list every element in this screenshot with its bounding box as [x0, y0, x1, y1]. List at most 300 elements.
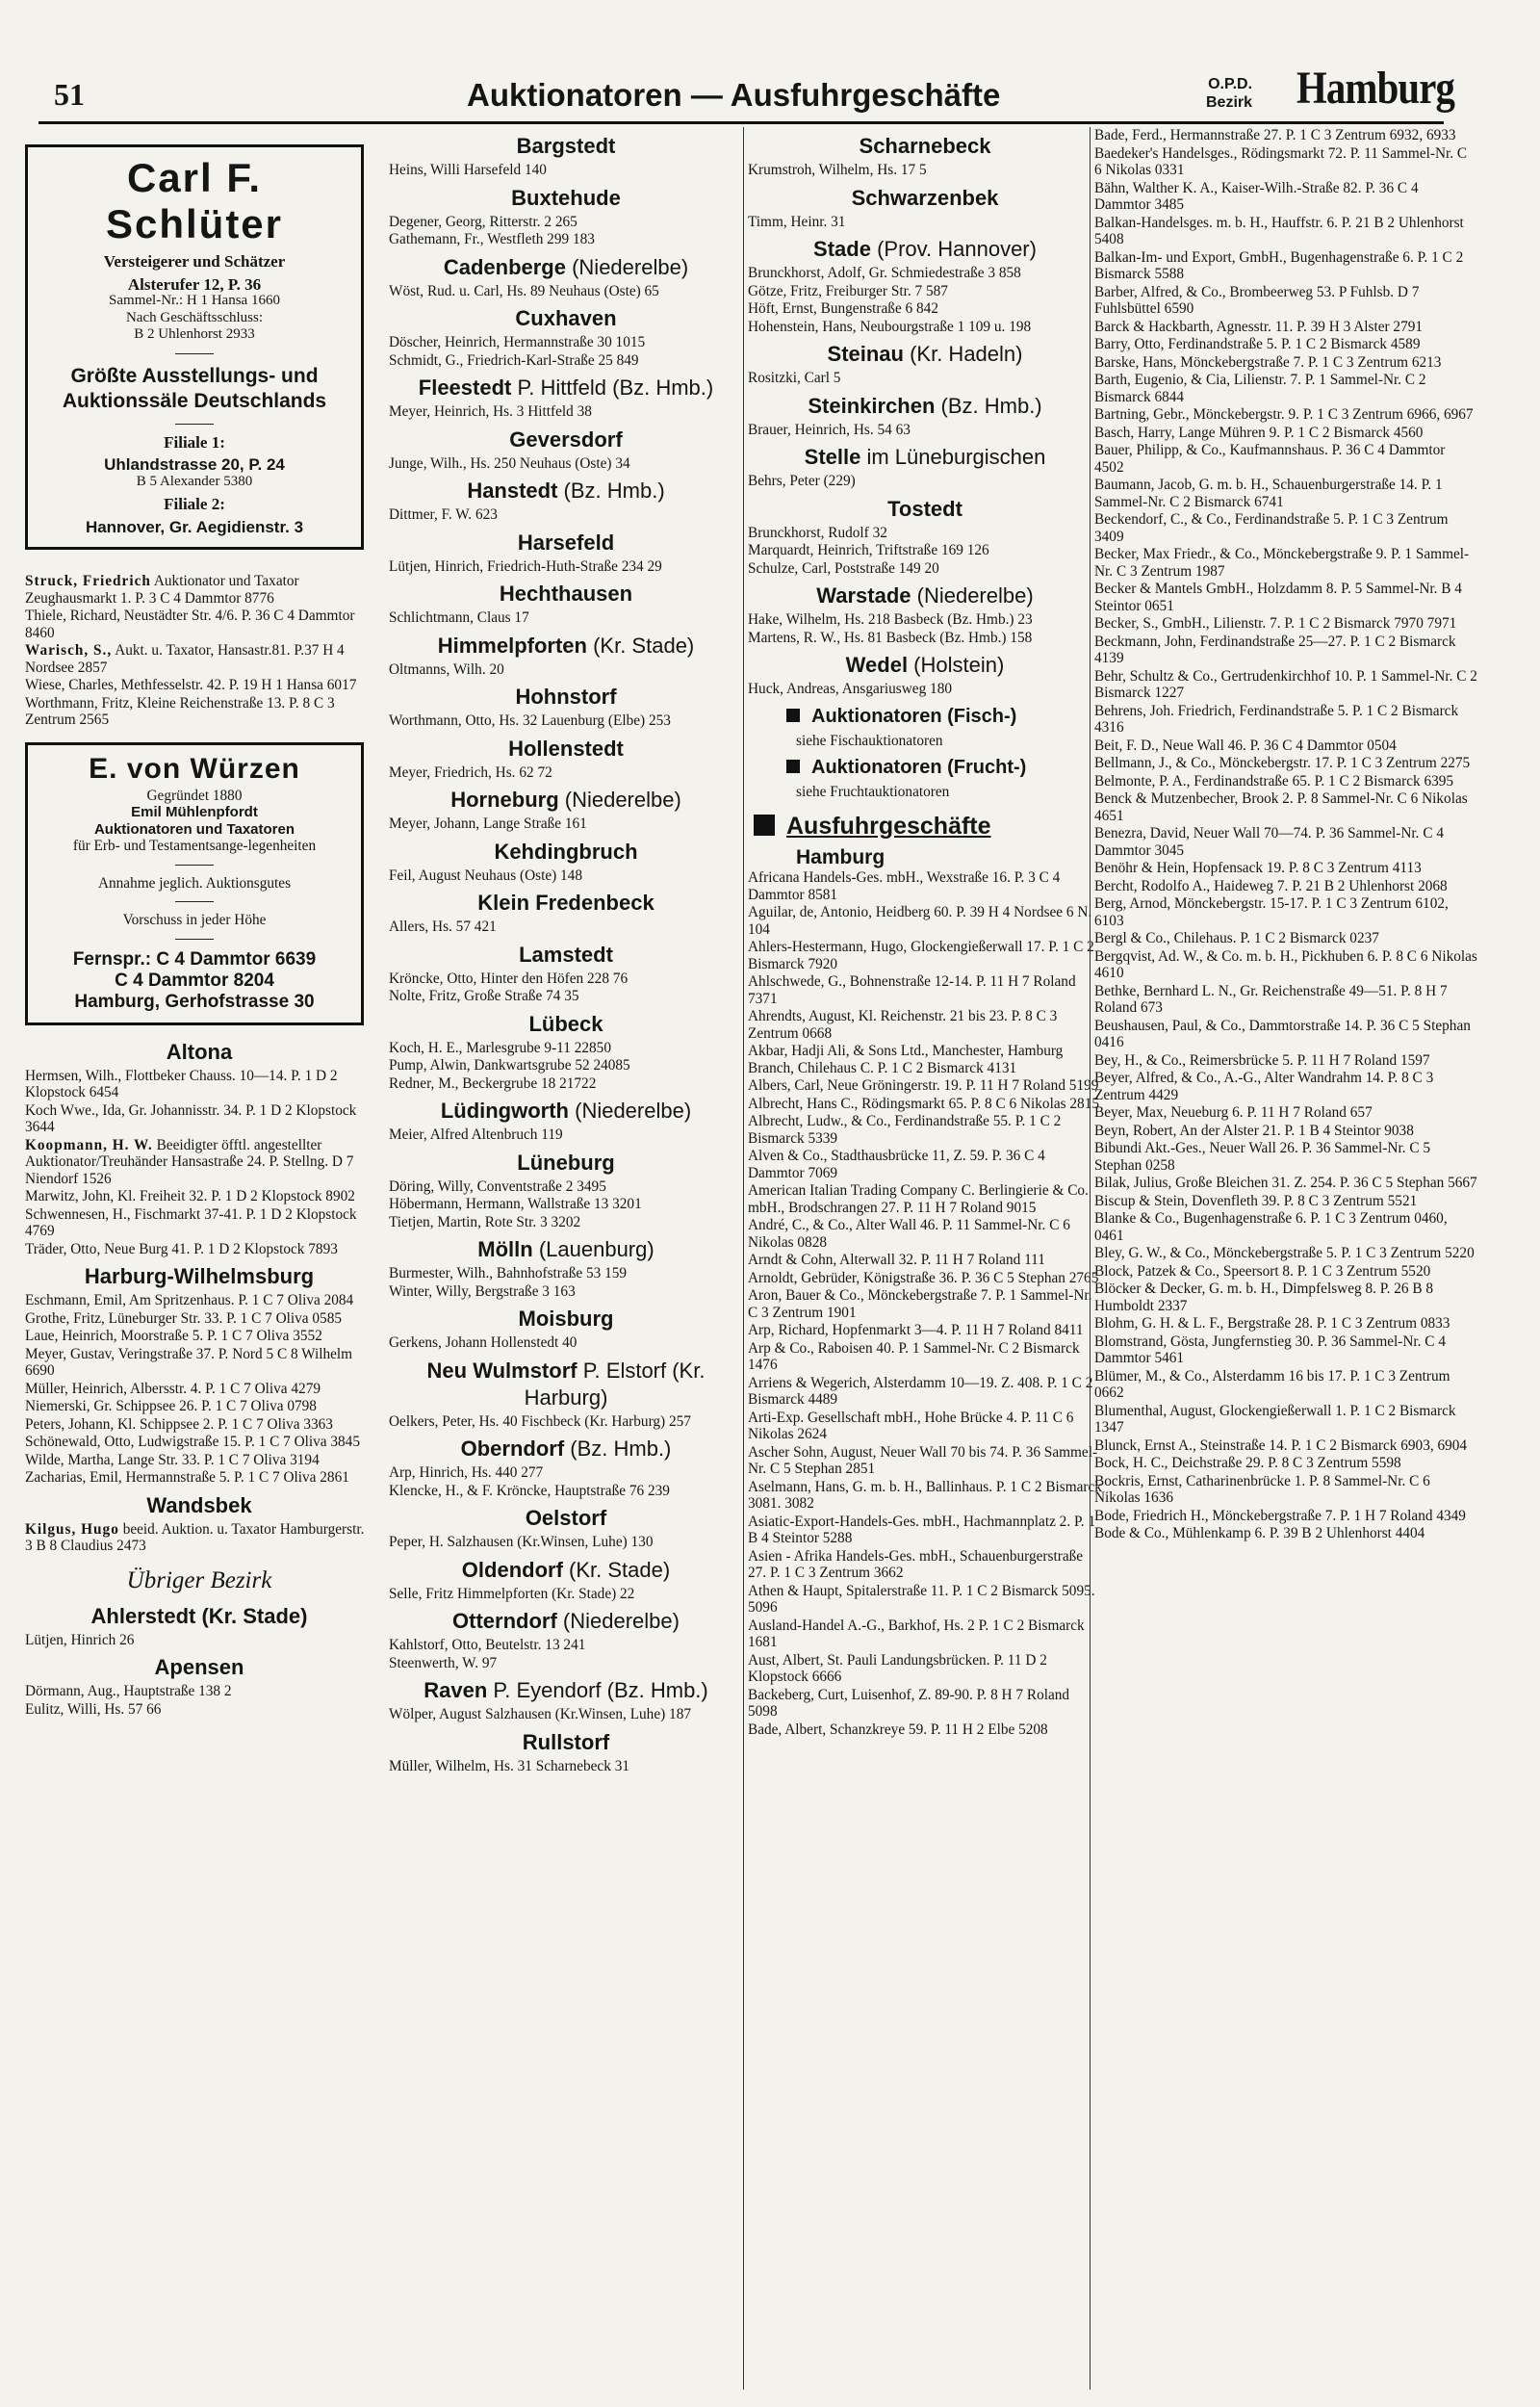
directory-entry — [25, 1632, 373, 1649]
directory-entry — [389, 1655, 743, 1672]
ad-divider — [175, 865, 214, 866]
entry-text: Blümer, M., & Co., Alsterdamm 16 bis 17. P. 1 C 3 Zentrum 0662 — [1094, 1367, 1450, 1401]
entry-text: Asien - Afrika Handels-Ges. mbH., Schauenburgerstraße 27. P. 1 C 3 Zentrum 3662 — [748, 1547, 1084, 1581]
directory-entry — [748, 473, 1102, 490]
entry-text: Müller, Wilhelm, Hs. 31 Scharnebeck 31 — [389, 1757, 629, 1774]
directory-entry — [1094, 546, 1477, 580]
place-name: Cadenberge — [443, 254, 566, 279]
ad-branch-2-label: Filiale 2: — [164, 495, 225, 513]
place-heading — [389, 1729, 743, 1756]
city-subheading: Hamburg — [796, 845, 886, 868]
directory-entry — [748, 1008, 1102, 1042]
entry-text: Blohm, G. H. & L. F., Bergstraße 28. P. 1 C 3 Zentrum 0833 — [1094, 1315, 1450, 1332]
place-heading — [389, 1358, 743, 1411]
directory-entry — [25, 1381, 373, 1398]
directory-entry — [389, 1283, 743, 1301]
place-name: Lübeck — [528, 1011, 603, 1036]
entry-text: Blanke & Co., Bugenhagenstraße 6. P. 1 C 3 Zentrum 0460, 0461 — [1094, 1210, 1448, 1244]
entry-text: Akbar, Hadji Ali, & Sons Ltd., Manchester, Hamburg Branch, Chilehaus C. P. 1 C 2 Bismarck 4131 — [748, 1043, 1064, 1076]
directory-entry — [389, 1178, 743, 1196]
place-name: Harburg-Wilhelmsburg — [84, 1264, 315, 1288]
ad-profession: Versteigerer und Schätzer — [103, 252, 286, 271]
directory-entry — [748, 973, 1102, 1007]
entry-text: Becker, S., GmbH., Lilienstr. 7. P. 1 C 2 Bismarck 7970 7971 — [1094, 615, 1457, 632]
directory-entry — [1094, 319, 1477, 336]
entry-text: beeid. Auktion. u. Taxator Hamburgerstr. 3 B 8 Claudius 2473 — [25, 1520, 365, 1554]
place-name: Hanstedt — [467, 479, 558, 503]
cross-reference-note: siehe Fruchtauktionatoren — [796, 784, 950, 800]
directory-entry — [1094, 983, 1477, 1017]
entry-text: Albrecht, Hans C., Rödingsmarkt 65. P. 8 C 6 Nikolas 2815 — [748, 1095, 1099, 1112]
directory-entry — [389, 1334, 743, 1352]
directory-entry — [748, 904, 1102, 938]
directory-entry — [25, 1346, 373, 1380]
entry-text: Blumenthal, August, Glockengießerwall 1. P. 1 C 2 Bismarck 1347 — [1094, 1402, 1456, 1436]
directory-entry — [1094, 1403, 1477, 1436]
listing-hamburg-tail — [25, 573, 373, 729]
directory-entry — [1094, 1508, 1477, 1525]
directory-entry — [748, 300, 1102, 318]
entry-text: Degener, Georg, Ritterstr. 2 265 — [389, 213, 578, 230]
entry-text: Beushausen, Paul, & Co., Dammtorstraße 14. P. 36 C 5 Stephan 0416 — [1094, 1017, 1471, 1050]
directory-entry — [1094, 1175, 1477, 1192]
entry-text: Eulitz, Willi, Hs. 57 66 — [25, 1700, 162, 1718]
directory-entry — [389, 971, 743, 988]
entry-text: Ahrendts, August, Kl. Reichenstr. 21 bis 23. P. 8 C 3 Zentrum 0668 — [748, 1008, 1058, 1042]
place-name: Steinkirchen — [808, 393, 936, 418]
entry-text: Kahlstorf, Otto, Beutelstr. 13 241 — [389, 1637, 586, 1653]
entry-text: Basch, Harry, Lange Mühren 9. P. 1 C 2 Bismarck 4560 — [1094, 424, 1424, 441]
directory-entry — [389, 403, 743, 421]
directory-entry — [1094, 581, 1477, 614]
ad-branch-1-address: Uhlandstrasse 20, P. 24 — [104, 455, 285, 474]
entry-text: Hohenstein, Hans, Neubourgstraße 1 109 u. 198 — [748, 318, 1032, 335]
place-name: Lüneburg — [517, 1150, 615, 1175]
entry-text: Hake, Wilhelm, Hs. 218 Basbeck (Bz. Hmb.) 23 — [748, 611, 1033, 628]
entry-text: Ausland-Handel A.-G., Barkhof, Hs. 2 P. 1 C 2 Bismarck 1681 — [748, 1617, 1085, 1650]
entry-text: Becker, Max Friedr., & Co., Mönckebergstraße 9. P. 1 Sammel-Nr. C 3 Zentrum 1987 — [1094, 546, 1470, 580]
directory-entry — [25, 1452, 373, 1469]
entry-text: Belmonte, P. A., Ferdinandstraße 65. P. 1 C 2 Bismarck 6395 — [1094, 772, 1454, 789]
ad-name: E. von Würzen — [89, 752, 300, 785]
directory-entry — [389, 712, 743, 730]
entry-text: Barry, Otto, Ferdinandstraße 5. P. 1 C 2 Bismarck 4589 — [1094, 336, 1421, 352]
entry-text: Worthmann, Otto, Hs. 32 Lauenburg (Elbe) 253 — [389, 712, 671, 729]
entry-text: Bibundi Akt.-Ges., Neuer Wall 26. P. 36 Sammel-Nr. C 5 Stephan 0258 — [1094, 1140, 1431, 1174]
directory-entry — [748, 560, 1102, 578]
place-heading — [25, 1603, 373, 1630]
ad-branch-1-label: Filiale 1: — [164, 432, 225, 452]
entry-text: Arp & Co., Raboisen 40. P. 1 Sammel-Nr. C 2 Bismarck 1476 — [748, 1339, 1080, 1373]
directory-entry — [748, 542, 1102, 559]
entry-text: Junge, Wilh., Hs. 250 Neuhaus (Oste) 34 — [389, 454, 630, 472]
directory-entry — [1094, 895, 1477, 929]
place-qualifier: (Lauenburg) — [532, 1237, 654, 1261]
place-heading — [389, 1557, 743, 1584]
entry-text: Bley, G. W., & Co., Mönckebergstraße 5. P. 1 C 3 Zentrum 5220 — [1094, 1245, 1475, 1261]
entry-text: Arnoldt, Gebrüder, Königstraße 36. P. 36 C 5 Stephan 2765 — [748, 1269, 1099, 1286]
directory-entry — [389, 455, 743, 473]
column-3 — [743, 127, 1102, 2390]
entry-text: Bockris, Ernst, Catharinenbrücke 1. P. 8 Sammel-Nr. C 6 Nikolas 1636 — [1094, 1472, 1430, 1506]
place-heading — [25, 1039, 373, 1066]
directory-entry — [389, 506, 743, 524]
place-name: Himmelpforten — [437, 633, 587, 658]
entry-text: Schlichtmann, Claus 17 — [389, 609, 529, 626]
directory-entry — [1094, 1210, 1477, 1244]
entry-text: Bock, H. C., Deichstraße 29. P. 8 C 3 Zentrum 5598 — [1094, 1455, 1401, 1471]
entry-text: Oltmanns, Wilh. 20 — [389, 660, 504, 678]
directory-entry — [748, 869, 1102, 903]
place-heading — [748, 341, 1102, 368]
place-heading — [389, 1505, 743, 1532]
directory-entry — [1094, 634, 1477, 667]
entry-text: Feil, August Neuhaus (Oste) 148 — [389, 867, 582, 884]
place-heading — [389, 1098, 743, 1125]
advertisement-wuerzen — [25, 742, 364, 1025]
directory-entry — [25, 573, 373, 607]
entry-text: Bähn, Walther K. A., Kaiser-Wilh.-Straße 82. P. 36 C 4 Dammtor 3485 — [1094, 179, 1419, 213]
entry-text: Müller, Heinrich, Albersstr. 4. P. 1 C 7 Oliva 4279 — [25, 1380, 321, 1397]
entry-text: Selle, Fritz Himmelpforten (Kr. Stade) 22 — [389, 1585, 635, 1602]
place-heading — [389, 787, 743, 814]
directory-entry — [389, 162, 743, 179]
entry-text: Baedeker's Handelsges., Rödingsmarkt 72. P. 11 Sammel-Nr. C 6 Nikolas 0331 — [1094, 144, 1468, 178]
page-number: 51 — [54, 77, 85, 112]
entry-text: Lütjen, Hinrich, Friedrich-Huth-Straße 234 29 — [389, 557, 662, 575]
entry-text: Schönewald, Otto, Ludwigstraße 15. P. 1 C 7 Oliva 3845 — [25, 1434, 360, 1450]
entry-text: Bergqvist, Ad. W., & Co. m. b. H., Pickhuben 6. P. 8 C 6 Nikolas 4610 — [1094, 947, 1477, 981]
place-heading — [748, 652, 1102, 679]
place-name: Tostedt — [887, 496, 962, 521]
place-name: Buxtehude — [511, 185, 621, 210]
place-heading — [389, 1150, 743, 1177]
place-name: Stade — [813, 237, 871, 261]
entry-text: Bartning, Gebr., Mönckebergstr. 9. P. 1 C 3 Zentrum 6966, 6967 — [1094, 406, 1474, 423]
entry-text: Ascher Sohn, August, Neuer Wall 70 bis 74. P. 36 Sammel-Nr. C 5 Stephan 2851 — [748, 1443, 1098, 1477]
column-4 — [1090, 127, 1477, 2390]
directory-entry — [1094, 1193, 1477, 1210]
entry-text: Ahlschwede, G., Bohnenstraße 12-14. P. 11 H 7 Roland 7371 — [748, 973, 1076, 1007]
place-name: Hechthausen — [499, 582, 633, 606]
directory-entry — [25, 1068, 373, 1101]
entry-text: Beit, F. D., Neue Wall 46. P. 36 C 4 Dammtor 0504 — [1094, 737, 1397, 754]
entry-text: Hermsen, Wilh., Flottbeker Chauss. 10—14. P. 1 D 2 Klopstock 6454 — [25, 1067, 338, 1100]
directory-entry — [748, 422, 1102, 439]
entry-text: Backeberg, Curt, Luisenhof, Z. 89-90. P. 8 H 7 Roland 5098 — [748, 1686, 1070, 1720]
entry-text: Barber, Alfred, & Co., Brombeerweg 53. P Fuhlsb. D 7 Fuhlsbüttel 6590 — [1094, 283, 1420, 317]
entry-text: Brauer, Heinrich, Hs. 54 63 — [748, 421, 911, 438]
cross-reference-title: Auktionatoren (Frucht-) — [811, 757, 1027, 778]
entry-text: Zacharias, Emil, Hermannstraße 5. P. 1 C 7 Oliva 2861 — [25, 1469, 349, 1486]
place-heading — [389, 684, 743, 711]
directory-entry — [1094, 336, 1477, 353]
column-1 — [25, 127, 373, 2390]
place-heading — [389, 1236, 743, 1263]
district-line-2: Bezirk — [1206, 94, 1253, 111]
entry-text: Beckmann, John, Ferdinandstraße 25—27. P. 1 C 2 Bismarck 4139 — [1094, 633, 1456, 666]
listing-column-1 — [25, 1039, 373, 1719]
ad-advance: Vorschuss in jeder Höhe — [122, 912, 267, 928]
place-name: Cuxhaven — [515, 306, 617, 330]
entry-text: Wöst, Rud. u. Carl, Hs. 89 Neuhaus (Oste) 65 — [389, 282, 659, 299]
directory-entry — [748, 1479, 1102, 1513]
entry-text: Benezra, David, Neuer Wall 70—74. P. 36 Sammel-Nr. C 4 Dammtor 3045 — [1094, 825, 1444, 859]
entry-text: Pump, Alwin, Dankwartsgrube 52 24085 — [389, 1057, 630, 1074]
entry-text: Bergl & Co., Chilehaus. P. 1 C 2 Bismarck 0237 — [1094, 930, 1379, 946]
place-name: Klein Fredenbeck — [477, 891, 654, 915]
directory-entry — [25, 608, 373, 641]
ad-after-hours-label: Nach Geschäftsschluss: — [125, 309, 264, 325]
directory-entry — [748, 1182, 1102, 1216]
ad-divider — [175, 424, 214, 425]
entry-text: Koch, H. E., Marlesgrube 9-11 22850 — [389, 1039, 611, 1056]
directory-entry — [389, 1464, 743, 1482]
directory-entry — [389, 1586, 743, 1603]
entry-text: Blomstrand, Gösta, Jungfernstieg 30. P. 36 Sammel-Nr. C 4 Dammtor 5461 — [1094, 1333, 1446, 1366]
place-qualifier: (Niederelbe) — [569, 1099, 692, 1123]
entry-text: Redner, M., Beckergrube 18 21722 — [389, 1074, 597, 1092]
entry-text: Martens, R. W., Hs. 81 Basbeck (Bz. Hmb.) 158 — [748, 629, 1033, 646]
directory-entry — [25, 1188, 373, 1205]
directory-entry — [748, 525, 1102, 542]
ad-divider — [175, 353, 214, 354]
place-heading — [25, 1492, 373, 1519]
entry-text: Arp, Hinrich, Hs. 440 277 — [389, 1464, 544, 1481]
place-heading — [389, 1677, 743, 1704]
directory-entry — [1094, 442, 1477, 476]
entry-text: Allers, Hs. 57 421 — [389, 919, 497, 935]
place-heading — [389, 530, 743, 556]
place-heading — [389, 1608, 743, 1635]
ad-phone-1: Fernspr.: C 4 Dammtor 6639 — [72, 948, 317, 970]
directory-entry — [1094, 215, 1477, 248]
directory-entry — [1094, 249, 1477, 283]
directory-entry — [1094, 668, 1477, 702]
entry-text: Balkan-Handelsges. m. b. H., Hauffstr. 6. P. 21 B 2 Uhlenhorst 5408 — [1094, 214, 1464, 247]
directory-entry — [1094, 1473, 1477, 1507]
place-heading — [389, 305, 743, 332]
directory-entry — [1094, 1104, 1477, 1122]
place-heading — [25, 1263, 373, 1290]
cross-reference-title: Auktionatoren (Fisch-) — [811, 705, 1017, 727]
advertisement-schlueter — [25, 144, 364, 550]
ad-branch-2-address: Hannover, Gr. Aegidienstr. 3 — [85, 517, 304, 536]
place-name: Apensen — [154, 1655, 244, 1679]
directory-entry — [389, 1040, 743, 1057]
directory-entry — [389, 609, 743, 627]
place-name: Stelle — [804, 445, 861, 469]
place-heading — [389, 1011, 743, 1038]
place-qualifier: (Niederelbe) — [556, 1609, 680, 1633]
directory-entry — [389, 815, 743, 833]
directory-entry — [748, 1410, 1102, 1443]
entry-text: Höft, Ernst, Bungenstraße 6 842 — [748, 300, 938, 317]
directory-entry — [748, 319, 1102, 336]
directory-entry — [389, 1075, 743, 1093]
entry-text: André, C., & Co., Alter Wall 46. P. 11 Sammel-Nr. C 6 Nikolas 0828 — [748, 1217, 1070, 1251]
directory-entry — [25, 1102, 373, 1136]
place-qualifier: (Kr. Hadeln) — [903, 342, 1023, 366]
directory-entry — [748, 1375, 1102, 1409]
directory-entry — [1094, 1455, 1477, 1472]
directory-entry — [1094, 1263, 1477, 1281]
place-heading — [748, 185, 1102, 212]
directory-entry — [748, 1687, 1102, 1721]
directory-entry — [389, 1483, 743, 1500]
entry-text: Marwitz, John, Kl. Freiheit 32. P. 1 D 2 Klopstock 8902 — [25, 1188, 355, 1204]
directory-entry — [1094, 1140, 1477, 1174]
directory-entry — [748, 1270, 1102, 1287]
directory-entry — [748, 1444, 1102, 1478]
ad-owner: Emil Mühlenpfordt — [131, 804, 258, 820]
entry-text: Arti-Exp. Gesellschaft mbH., Hohe Brücke 4. P. 11 C 6 Nikolas 2624 — [748, 1409, 1074, 1442]
entry-text: Auktionator und Taxator Zeughausmarkt 1. P. 3 C 4 Dammtor 8776 — [25, 573, 299, 607]
place-name: Hohnstorf — [515, 685, 617, 709]
entry-text: Balkan-Im- und Export, GmbH., Bugenhagenstraße 6. P. 1 C 2 Bismarck 5588 — [1094, 248, 1464, 282]
entry-text: Benöhr & Hein, Hopfensack 19. P. 8 C 3 Zentrum 4113 — [1094, 860, 1422, 876]
place-name: Fleestedt — [418, 375, 512, 400]
directory-entry — [25, 1292, 373, 1309]
place-heading — [748, 582, 1102, 609]
entry-text: Thiele, Richard, Neustädter Str. 4/6. P. 36 C 4 Dammtor 8460 — [25, 608, 355, 641]
column-2 — [389, 127, 743, 2390]
directory-entry — [389, 214, 743, 231]
place-name: Schwarzenbek — [851, 185, 999, 210]
entry-text: Burmester, Wilh., Bahnhofstraße 53 159 — [389, 1265, 628, 1281]
entry-text: Aselmann, Hans, G. m. b. H., Ballinhaus. P. 1 C 2 Bismarck 3081. 3082 — [748, 1478, 1102, 1512]
entry-text: Behrs, Peter (229) — [748, 473, 856, 489]
directory-entry — [25, 1398, 373, 1415]
place-qualifier: (Niederelbe) — [558, 788, 681, 812]
directory-entry — [389, 1214, 743, 1231]
place-heading — [389, 1306, 743, 1333]
entry-text: Arp, Richard, Hopfenmarkt 3—4. P. 11 H 7 Roland 8411 — [748, 1322, 1084, 1338]
place-name: Harsefeld — [517, 530, 615, 555]
directory-entry — [389, 764, 743, 782]
place-heading — [748, 444, 1102, 471]
region-heading: Übriger Bezirk — [126, 1566, 272, 1593]
entry-text: Behrens, Joh. Friedrich, Ferdinandstraße 5. P. 1 C 2 Bismarck 4316 — [1094, 702, 1459, 736]
entry-text: Block, Patzek & Co., Speersort 8. P. 1 C 3 Zentrum 5520 — [1094, 1262, 1431, 1280]
ad-name-line-1: Carl F. — [126, 155, 263, 200]
directory-entry — [1094, 1437, 1477, 1455]
directory-entry — [389, 352, 743, 370]
directory-entry — [1094, 1368, 1477, 1402]
directory-entry — [1094, 825, 1477, 859]
ad-founded: Gegründet 1880 — [146, 787, 243, 804]
place-name: Hollenstedt — [508, 736, 624, 761]
city-title: Hamburg — [1296, 63, 1455, 114]
directory-entry — [389, 919, 743, 936]
entry-text: Träder, Otto, Neue Burg 41. P. 1 D 2 Klopstock 7893 — [25, 1240, 338, 1257]
page-header — [38, 60, 1455, 124]
directory-entry — [748, 1514, 1102, 1547]
place-heading — [389, 890, 743, 917]
entry-text: Timm, Heinr. 31 — [748, 213, 846, 230]
directory-entry — [1094, 860, 1477, 877]
entry-text: Albers, Carl, Neue Gröningerstr. 19. P. 11 H 7 Roland 5199 — [748, 1077, 1099, 1094]
directory-entry — [748, 1252, 1102, 1269]
place-qualifier: im Lüneburgischen — [860, 445, 1046, 469]
cross-reference-note: siehe Fischauktionatoren — [796, 732, 943, 749]
entry-name: Warisch, S., — [25, 642, 113, 659]
place-qualifier: (Holstein) — [908, 653, 1005, 677]
directory-entry — [25, 1241, 373, 1258]
directory-entry — [389, 1758, 743, 1775]
entry-text: Alven & Co., Stadthausbrücke 11, Z. 59. P. 36 C 4 Dammtor 7069 — [748, 1148, 1045, 1181]
directory-entry — [748, 681, 1102, 698]
entry-text: Grothe, Fritz, Lüneburger Str. 33. P. 1 C 7 Oliva 0585 — [25, 1309, 343, 1327]
entry-text: Wilde, Martha, Lange Str. 33. P. 1 C 7 Oliva 3194 — [25, 1451, 320, 1468]
place-name: Otterndorf — [452, 1609, 557, 1633]
directory-entry — [1094, 1333, 1477, 1367]
directory-entry — [748, 1652, 1102, 1686]
place-name: Oberndorf — [460, 1436, 565, 1461]
place-name: Horneburg — [450, 788, 559, 812]
place-qualifier: P. Elstorf (Kr. Harburg) — [524, 1358, 706, 1410]
entry-text: Barske, Hans, Mönckebergstraße 7. P. 1 C 3 Zentrum 6213 — [1094, 353, 1442, 371]
entry-text: Gerkens, Johann Hollenstedt 40 — [389, 1334, 578, 1351]
entry-text: Höbermann, Hermann, Wallstraße 13 3201 — [389, 1196, 642, 1212]
directory-entry — [389, 867, 743, 885]
entry-text: Peper, H. Salzhausen (Kr.Winsen, Luhe) 130 — [389, 1534, 654, 1550]
directory-entry — [748, 630, 1102, 647]
place-heading — [389, 427, 743, 453]
entry-text: Gathemann, Fr., Westfleth 299 183 — [389, 231, 595, 247]
directory-entry — [748, 1217, 1102, 1251]
directory-entry — [748, 370, 1102, 387]
place-name: Lüdingworth — [440, 1099, 569, 1123]
entry-text: Meier, Alfred Altenbruch 119 — [389, 1126, 563, 1143]
directory-entry — [748, 1548, 1102, 1582]
directory-entry — [25, 1206, 373, 1240]
place-heading — [389, 1436, 743, 1462]
ad-specialty: für Erb- und Testamentsange-legenheiten — [72, 838, 317, 854]
directory-entry — [748, 611, 1102, 629]
entry-text: Baumann, Jacob, G. m. b. H., Schauenburgerstraße 14. P. 1 Sammel-Nr. C 2 Bismarck 6741 — [1094, 477, 1443, 510]
place-qualifier: P. Hittfeld (Bz. Hmb.) — [511, 375, 714, 400]
directory-entry — [1094, 1123, 1477, 1140]
directory-entry — [748, 1043, 1102, 1076]
ad-phone-2: C 4 Dammtor 8204 — [115, 970, 274, 991]
directory-entry — [1094, 773, 1477, 790]
place-heading — [389, 254, 743, 281]
entry-text: Asiatic-Export-Handels-Ges. mbH., Hachmannplatz 2. P. 1 B 4 Steintor 5288 — [748, 1513, 1096, 1546]
entry-text: Nolte, Fritz, Große Straße 74 35 — [389, 988, 579, 1004]
directory-entry — [1094, 1525, 1477, 1542]
place-name: Mölln — [477, 1237, 533, 1261]
place-name: Neu Wulmstorf — [426, 1358, 578, 1383]
place-name: Raven — [424, 1678, 488, 1702]
place-qualifier: (Prov. Hannover) — [870, 237, 1037, 261]
directory-entry — [748, 1340, 1102, 1374]
entry-text: Lütjen, Hinrich 26 — [25, 1631, 135, 1648]
directory-entry — [389, 1706, 743, 1723]
entry-name: Koopmann, H. W. — [25, 1136, 153, 1153]
entry-text: Döscher, Heinrich, Hermannstraße 30 1015 — [389, 334, 646, 350]
place-name: Oelstorf — [525, 1506, 607, 1530]
entry-text: Aron, Bauer & Co., Mönckebergstraße 7. P. 1 Sammel-Nr. C 3 Zentrum 1901 — [748, 1287, 1092, 1321]
place-name: Wandsbek — [146, 1492, 252, 1517]
entry-text: Wiese, Charles, Methfesselstr. 42. P. 19 H 1 Hansa 6017 — [25, 677, 357, 693]
place-heading — [25, 1654, 373, 1681]
place-heading — [389, 942, 743, 969]
directory-entry — [1094, 878, 1477, 895]
directory-entry — [1094, 1052, 1477, 1070]
entry-text: Brunckhorst, Adolf, Gr. Schmiedestraße 3 858 — [748, 265, 1021, 281]
directory-entry — [389, 1196, 743, 1213]
